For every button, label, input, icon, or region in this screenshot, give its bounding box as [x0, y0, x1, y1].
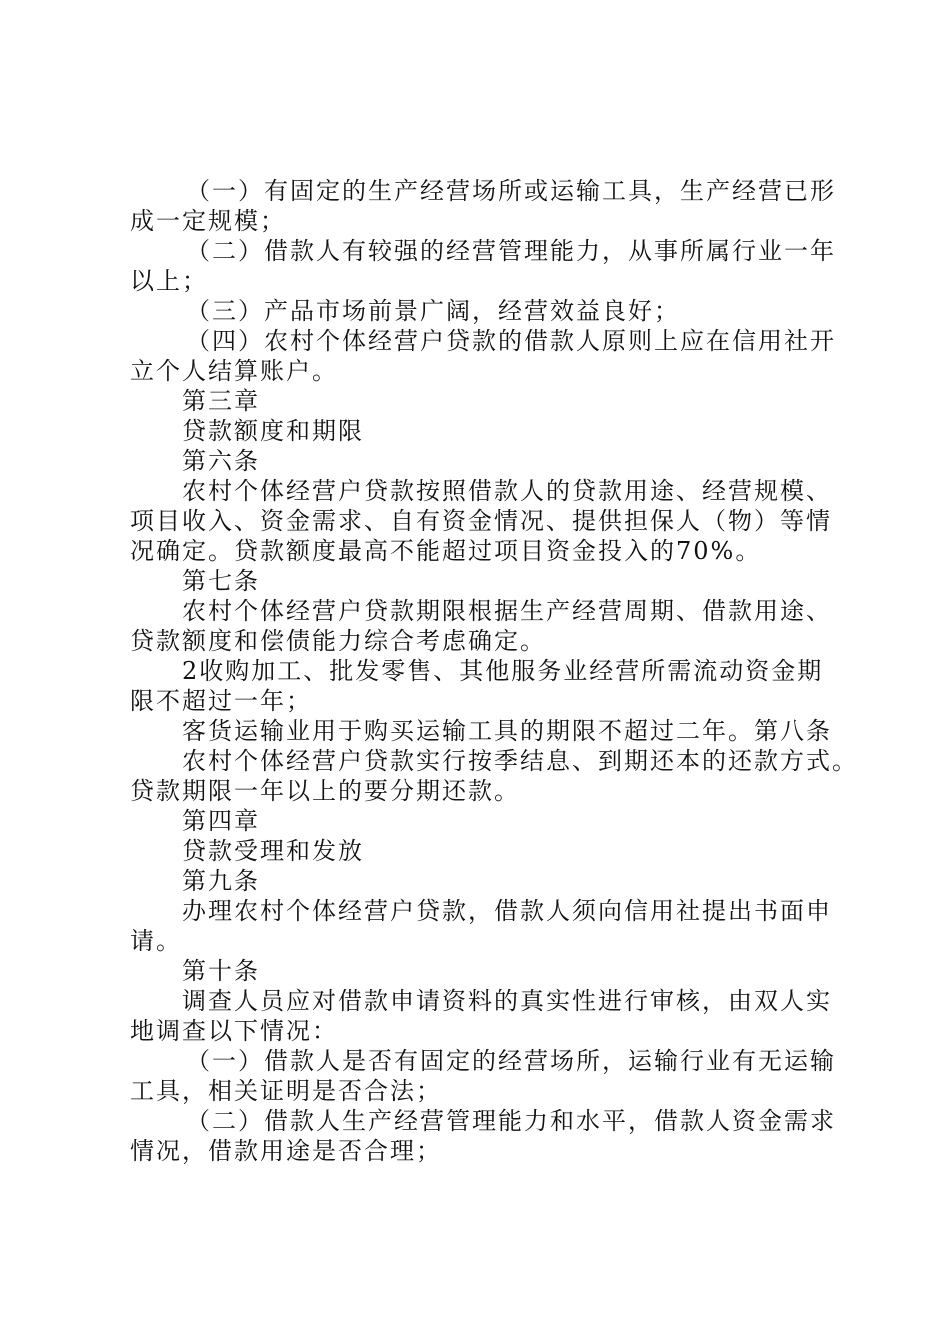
article-heading: 第六条	[182, 447, 260, 475]
text-line: 贷款期限一年以上的要分期还款。	[130, 777, 520, 805]
text-line: 以上；	[130, 267, 208, 295]
text-line: 农村个体经营户贷款按照借款人的贷款用途、经营规模、	[182, 477, 832, 505]
text-line: （三）产品市场前景广阔，经营效益良好；	[186, 297, 680, 325]
text-line: （四）农村个体经营户贷款的借款人原则上应在信用社开	[186, 327, 836, 355]
text-line: 客货运输业用于购买运输工具的期限不超过二年。第八条	[182, 717, 832, 745]
text-line: 立个人结算账户。	[130, 357, 338, 385]
text-line: 农村个体经营户贷款实行按季结息、到期还本的还款方式。	[182, 747, 858, 775]
chapter-title: 贷款额度和期限	[182, 417, 364, 445]
text-line: 2收购加工、批发零售、其他服务业经营所需流动资金期	[182, 657, 824, 685]
text-line: 地调查以下情况：	[130, 1017, 338, 1045]
text-line: 况确定。贷款额度最高不能超过项目资金投入的70%。	[130, 537, 762, 565]
chapter-heading: 第四章	[182, 807, 260, 835]
text-line: 项目收入、资金需求、自有资金情况、提供担保人（物）等情	[130, 507, 832, 535]
article-heading: 第十条	[182, 957, 260, 985]
text-line: 调查人员应对借款申请资料的真实性进行审核，由双人实	[182, 987, 832, 1015]
text-line: 农村个体经营户贷款期限根据生产经营周期、借款用途、	[182, 597, 832, 625]
article-heading: 第九条	[182, 867, 260, 895]
text-line: （一）有固定的生产经营场所或运输工具，生产经营已形	[186, 177, 836, 205]
text-line: 请。	[130, 927, 182, 955]
text-line: 情况，借款用途是否合理；	[130, 1137, 442, 1165]
text-line: （一）借款人是否有固定的经营场所，运输行业有无运输	[186, 1047, 836, 1075]
text-line: 办理农村个体经营户贷款，借款人须向信用社提出书面申	[182, 897, 832, 925]
chapter-heading: 第三章	[182, 387, 260, 415]
text-line: 成一定规模；	[130, 207, 286, 235]
text-line: 工具，相关证明是否合法；	[130, 1077, 442, 1105]
text-line: 贷款额度和偿债能力综合考虑确定。	[130, 627, 546, 655]
text-line: 限不超过一年；	[130, 687, 312, 715]
text-line: （二）借款人有较强的经营管理能力，从事所属行业一年	[186, 237, 836, 265]
text-line: （二）借款人生产经营管理能力和水平，借款人资金需求	[186, 1107, 836, 1135]
article-heading: 第七条	[182, 567, 260, 595]
chapter-title: 贷款受理和发放	[182, 837, 364, 865]
